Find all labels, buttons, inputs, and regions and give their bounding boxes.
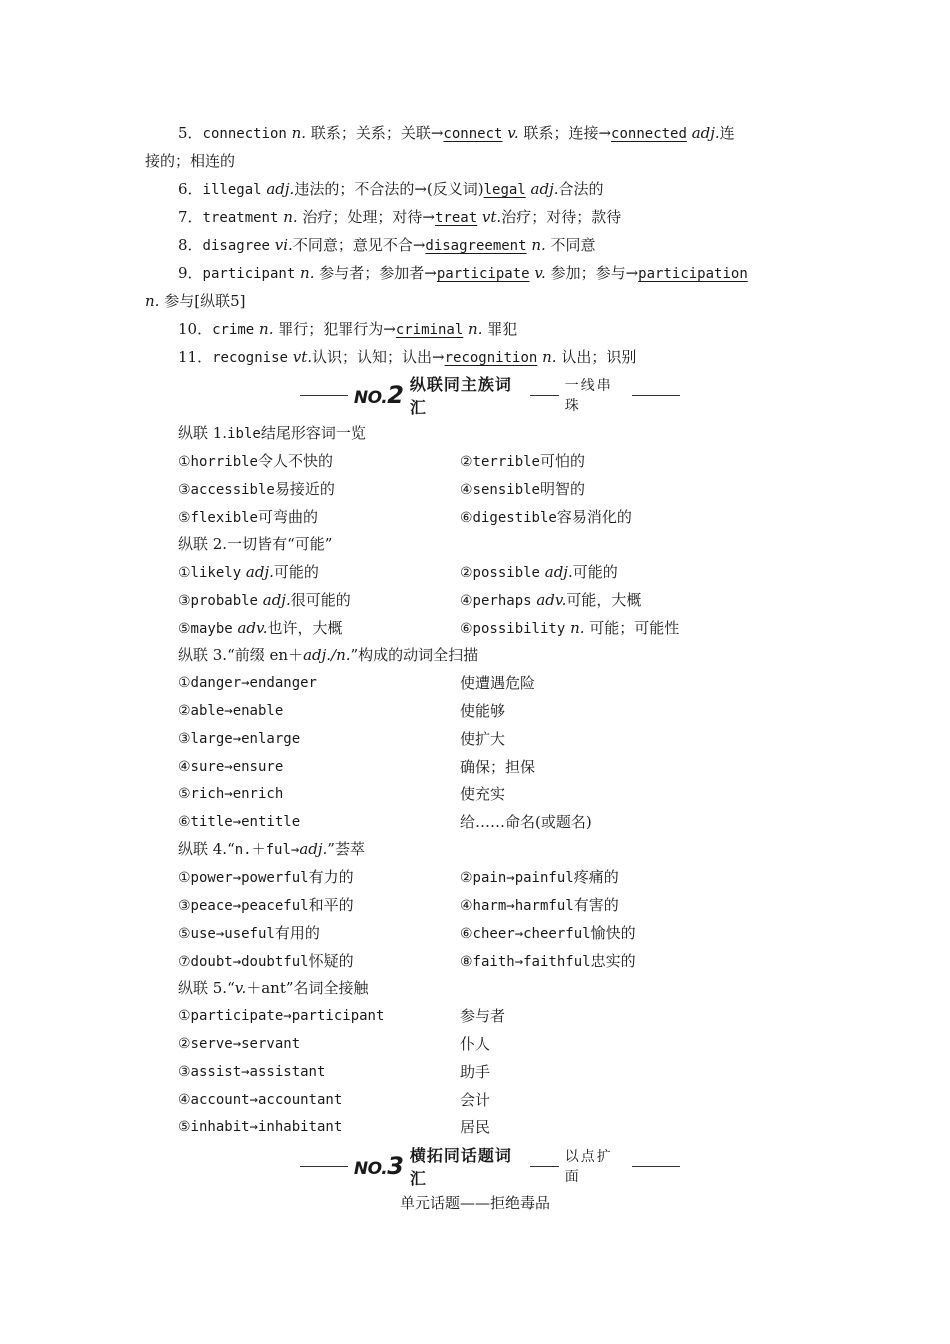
group-3-row: ①danger→endanger 使遭遇危险 [178, 674, 536, 692]
header-rule-left [300, 1166, 348, 1167]
vocab-item-9-cont: n. 参与[纵联5] [145, 292, 246, 310]
header-rule-right [632, 395, 680, 396]
group-4-row: ⑤use→useful有用的 ⑥cheer→cheerful愉快的 [178, 924, 636, 942]
group-4-title: 纵联 4.“n.＋ful→adj.”荟萃 [178, 840, 365, 858]
group-3-row: ④sure→ensure 确保；担保 [178, 758, 536, 776]
group-2-row: ③probable adj.很可能的 ④perhaps adv.可能，大概 [178, 591, 642, 609]
header-rule-left [300, 395, 348, 396]
vocab-item-5: 5．connection n. 联系；关系；关联→connect v. 联系；连接→connected adj.连 [178, 124, 735, 142]
group-5-row: ①participate→participant 参与者 [178, 1007, 506, 1025]
group-5-row: ③assist→assistant 助手 [178, 1063, 491, 1081]
group-3-row: ⑥title→entitle 给……命名(或题名) [178, 813, 592, 831]
group-3-row: ③large→enlarge 使扩大 [178, 730, 506, 748]
group-5-row: ⑤inhabit→inhabitant 居民 [178, 1118, 491, 1136]
section-3-header: NO.3 横拓同话题词汇 以点扩面 [300, 1151, 680, 1181]
group-5-title: 纵联 5.“v.＋ant”名词全接触 [178, 979, 369, 997]
group-5-row: ②serve→servant 仆人 [178, 1035, 491, 1053]
group-4-row: ⑦doubt→doubtful怀疑的 ⑧faith→faithful忠实的 [178, 952, 636, 970]
header-rule-mid [530, 1166, 559, 1167]
group-1-row: ①horrible令人不快的 ②terrible可怕的 [178, 452, 585, 470]
group-2-row: ①likely adj.可能的 ②possible adj.可能的 [178, 563, 618, 581]
vocab-item-5-cont: 接的；相连的 [145, 152, 236, 170]
group-1-title: 纵联 1.ible结尾形容词一览 [178, 424, 366, 442]
vocab-item-11: 11．recognise vt.认识；认知；认出→recognition n. 认出；识别 [178, 348, 637, 366]
group-4-row: ①power→powerful有力的 ②pain→painful疼痛的 [178, 868, 619, 886]
group-1-row: ③accessible易接近的 ④sensible明智的 [178, 480, 585, 498]
unit-topic-heading: 单元话题——拒绝毒品 [399, 1194, 550, 1212]
group-5-row: ④account→accountant 会计 [178, 1091, 491, 1109]
group-4-row: ③peace→peaceful和平的 ④harm→harmful有害的 [178, 896, 619, 914]
group-2-title: 纵联 2.一切皆有“可能” [178, 535, 333, 553]
group-3-title: 纵联 3.“前缀 en＋adj./n.”构成的动词全扫描 [178, 646, 479, 664]
header-rule-right [632, 1166, 680, 1167]
vocab-item-10: 10．crime n. 罪行；犯罪行为→criminal n. 罪犯 [178, 320, 518, 338]
group-1-row: ⑤flexible可弯曲的 ⑥digestible容易消化的 [178, 508, 632, 526]
group-3-row: ⑤rich→enrich 使充实 [178, 785, 506, 803]
group-3-row: ②able→enable 使能够 [178, 702, 506, 720]
header-rule-mid [530, 395, 559, 396]
vocab-item-6: 6．illegal adj.违法的；不合法的→(反义词)legal adj.合法的 [178, 180, 604, 198]
vocab-item-7: 7．treatment n. 治疗；处理；对待→treat vt.治疗；对待；款待 [178, 208, 622, 226]
vocab-item-9: 9．participant n. 参与者；参加者→participate v. 参加；参与→participation [178, 264, 748, 282]
section-2-header: NO.2 纵联同主族词汇 一线串珠 [300, 380, 680, 410]
vocab-item-8: 8．disagree vi.不同意；意见不合→disagreement n. 不同意 [178, 236, 596, 254]
group-2-row: ⑤maybe adv.也许，大概 ⑥possibility n. 可能；可能性 [178, 619, 680, 637]
